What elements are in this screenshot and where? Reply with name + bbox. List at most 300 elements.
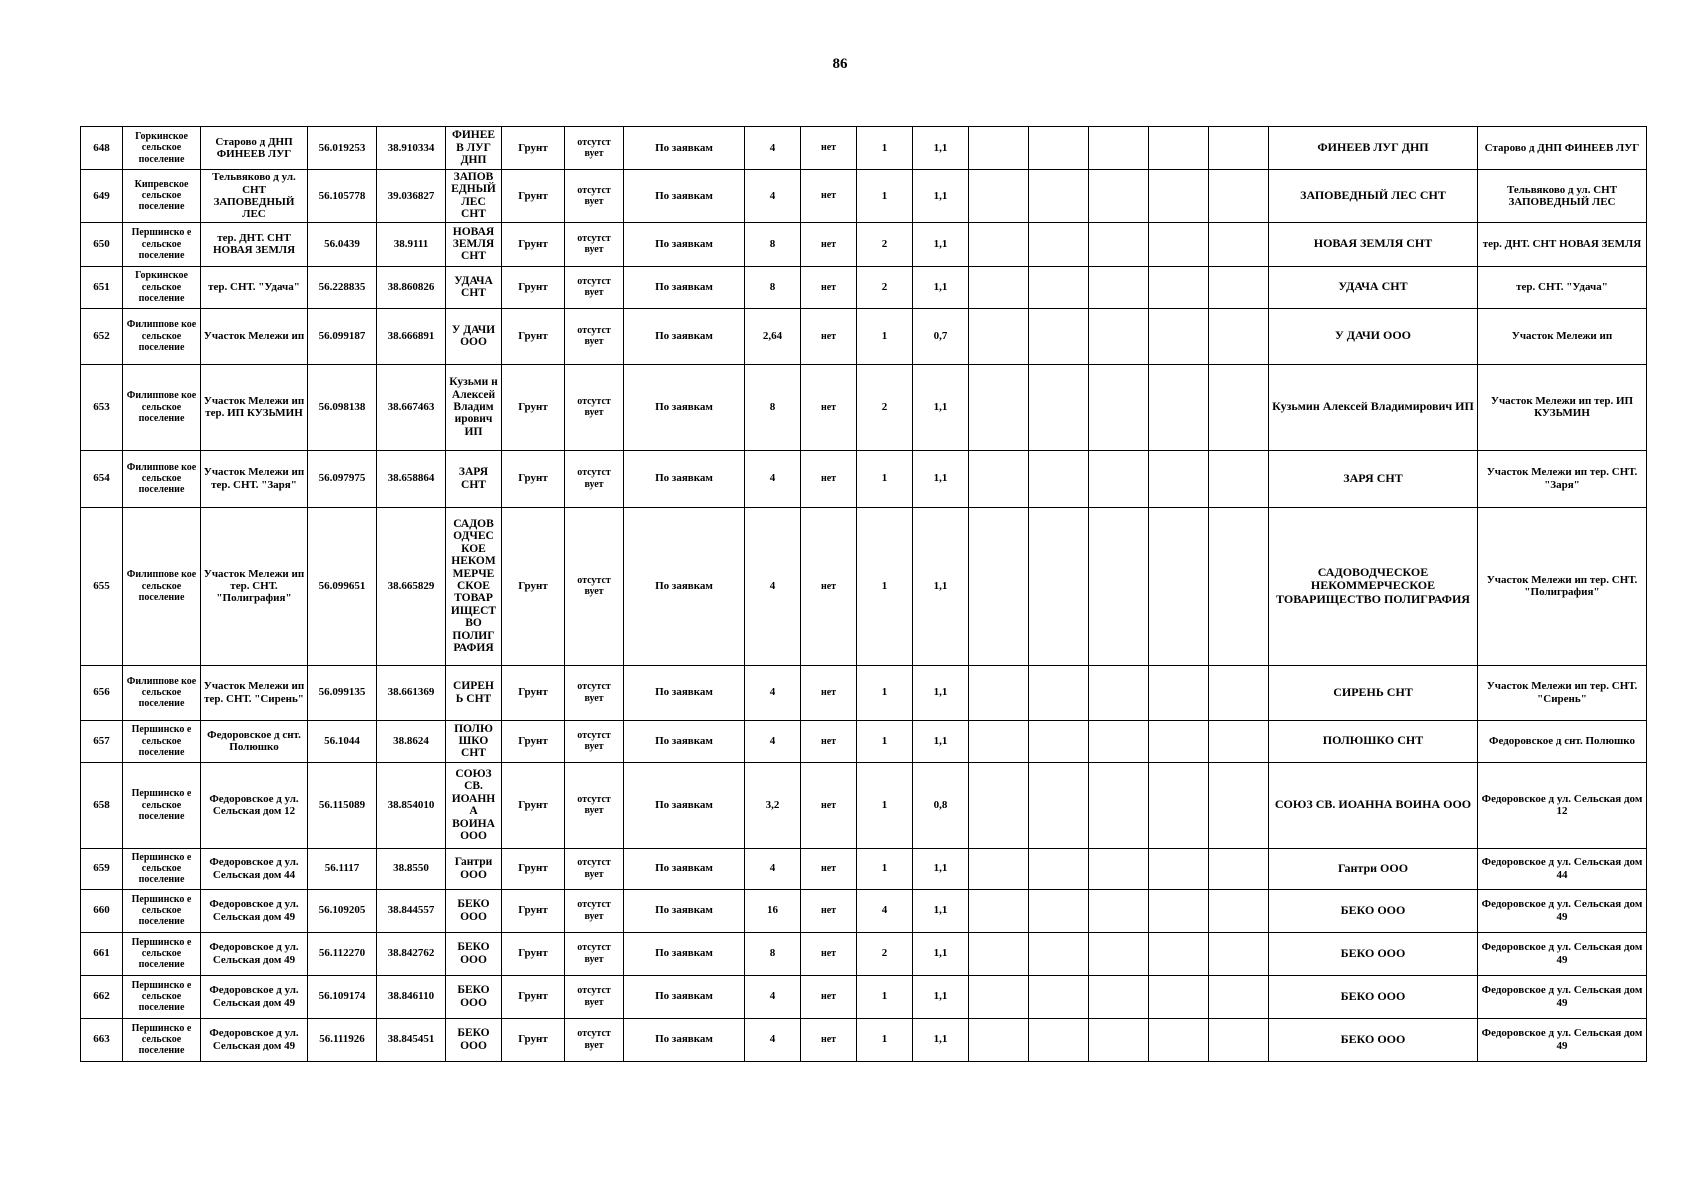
cell-count: 1 — [857, 848, 913, 889]
cell-location: Федоровское д ул. Сельская дом 44 — [1478, 848, 1647, 889]
cell-status: отсутст вует — [565, 222, 624, 266]
cell-address: Старово д ДНП ФИНЕЕВ ЛУГ — [201, 127, 308, 170]
cell-schedule: По заявкам — [624, 762, 745, 848]
cell-count: 2 — [857, 266, 913, 308]
cell-e2 — [1029, 889, 1089, 932]
cell-e3 — [1089, 762, 1149, 848]
cell-schedule: По заявкам — [624, 127, 745, 170]
cell-e1 — [969, 507, 1029, 665]
cell-e2 — [1029, 170, 1089, 223]
cell-location: Федоровское д ул. Сельская дом 12 — [1478, 762, 1647, 848]
cell-settlement: Першинско е сельское поселение — [123, 932, 201, 975]
cell-address: Участок Мележи ип тер. СНТ. "Сирень" — [201, 665, 308, 720]
table-row — [81, 507, 1647, 665]
cell-surface: Грунт — [502, 665, 565, 720]
cell-settlement: Филиппове кое сельское поселение — [123, 450, 201, 507]
cell-volume: 4 — [745, 1018, 801, 1061]
cell-e5 — [1209, 507, 1269, 665]
cell-settlement: Першинско е сельское поселение — [123, 720, 201, 762]
cell-total: 1,1 — [913, 170, 969, 223]
cell-e4 — [1149, 932, 1209, 975]
cell-schedule: По заявкам — [624, 364, 745, 450]
table-row — [81, 127, 1647, 170]
cell-lon: 38.845451 — [377, 1018, 446, 1061]
cell-e1 — [969, 308, 1029, 364]
cell-volume: 4 — [745, 450, 801, 507]
cell-count: 2 — [857, 364, 913, 450]
cell-count: 1 — [857, 665, 913, 720]
cell-e5 — [1209, 364, 1269, 450]
cell-schedule: По заявкам — [624, 266, 745, 308]
cell-settlement: Першинско е сельское поселение — [123, 762, 201, 848]
cell-owner_short: НОВАЯ ЗЕМЛЯ СНТ — [446, 222, 502, 266]
cell-owner_short: СИРЕН Ь СНТ — [446, 665, 502, 720]
cell-org: БЕКО ООО — [1269, 975, 1478, 1018]
cell-owner_short: Кузьми н Алексей Владим ирович ИП — [446, 364, 502, 450]
cell-address: тер. СНТ. "Удача" — [201, 266, 308, 308]
cell-schedule: По заявкам — [624, 450, 745, 507]
cell-owner_short: САДОВ ОДЧЕС КОЕ НЕКОМ МЕРЧЕ СКОЕ ТОВАР ИЩЕСТ ВО ПОЛИГ РАФИЯ — [446, 507, 502, 665]
cell-e2 — [1029, 364, 1089, 450]
table-row — [81, 308, 1647, 364]
cell-count: 2 — [857, 932, 913, 975]
cell-address: Участок Мележи ип тер. СНТ. "Полиграфия" — [201, 507, 308, 665]
cell-address: Федоровское д ул. Сельская дом 12 — [201, 762, 308, 848]
cell-lat: 56.228835 — [308, 266, 377, 308]
cell-e2 — [1029, 222, 1089, 266]
cell-e1 — [969, 848, 1029, 889]
cell-volume: 4 — [745, 665, 801, 720]
cell-lid: нет — [801, 889, 857, 932]
cell-total: 1,1 — [913, 222, 969, 266]
cell-e4 — [1149, 308, 1209, 364]
cell-volume: 2,64 — [745, 308, 801, 364]
cell-schedule: По заявкам — [624, 507, 745, 665]
cell-volume: 4 — [745, 848, 801, 889]
cell-lat: 56.109205 — [308, 889, 377, 932]
cell-location: тер. ДНТ. СНТ НОВАЯ ЗЕМЛЯ — [1478, 222, 1647, 266]
cell-address: Федоровское д снт. Полюшко — [201, 720, 308, 762]
cell-total: 1,1 — [913, 665, 969, 720]
cell-e4 — [1149, 848, 1209, 889]
cell-e2 — [1029, 308, 1089, 364]
table-row — [81, 848, 1647, 889]
cell-status: отсутст вует — [565, 762, 624, 848]
cell-e1 — [969, 889, 1029, 932]
cell-total: 1,1 — [913, 507, 969, 665]
cell-owner_short: ФИНЕЕ В ЛУГ ДНП — [446, 127, 502, 170]
cell-schedule: По заявкам — [624, 975, 745, 1018]
cell-e1 — [969, 665, 1029, 720]
cell-e3 — [1089, 266, 1149, 308]
cell-lid: нет — [801, 1018, 857, 1061]
cell-settlement: Першинско е сельское поселение — [123, 975, 201, 1018]
cell-org: Гантри ООО — [1269, 848, 1478, 889]
cell-owner_short: УДАЧА СНТ — [446, 266, 502, 308]
cell-status: отсутст вует — [565, 308, 624, 364]
cell-owner_short: БЕКО ООО — [446, 1018, 502, 1061]
cell-lid: нет — [801, 364, 857, 450]
cell-status: отсутст вует — [565, 932, 624, 975]
cell-status: отсутст вует — [565, 720, 624, 762]
cell-surface: Грунт — [502, 308, 565, 364]
cell-no: 659 — [81, 848, 123, 889]
cell-lon: 38.667463 — [377, 364, 446, 450]
cell-address: Федоровское д ул. Сельская дом 49 — [201, 889, 308, 932]
cell-e3 — [1089, 665, 1149, 720]
cell-lat: 56.099135 — [308, 665, 377, 720]
cell-surface: Грунт — [502, 127, 565, 170]
cell-lon: 38.661369 — [377, 665, 446, 720]
cell-lid: нет — [801, 507, 857, 665]
cell-e2 — [1029, 932, 1089, 975]
cell-schedule: По заявкам — [624, 848, 745, 889]
cell-total: 1,1 — [913, 720, 969, 762]
cell-e5 — [1209, 975, 1269, 1018]
cell-volume: 4 — [745, 720, 801, 762]
cell-no: 652 — [81, 308, 123, 364]
cell-address: Федоровское д ул. Сельская дом 49 — [201, 1018, 308, 1061]
table-row — [81, 932, 1647, 975]
cell-volume: 4 — [745, 170, 801, 223]
cell-e3 — [1089, 1018, 1149, 1061]
cell-e3 — [1089, 848, 1149, 889]
cell-e4 — [1149, 1018, 1209, 1061]
cell-lid: нет — [801, 170, 857, 223]
cell-address: Федоровское д ул. Сельская дом 49 — [201, 932, 308, 975]
cell-no: 657 — [81, 720, 123, 762]
cell-location: Федоровское д ул. Сельская дом 49 — [1478, 889, 1647, 932]
cell-total: 1,1 — [913, 450, 969, 507]
cell-e1 — [969, 932, 1029, 975]
cell-e5 — [1209, 222, 1269, 266]
cell-no: 653 — [81, 364, 123, 450]
cell-e2 — [1029, 665, 1089, 720]
cell-lid: нет — [801, 222, 857, 266]
cell-surface: Грунт — [502, 975, 565, 1018]
cell-e1 — [969, 720, 1029, 762]
cell-org: ЗАРЯ СНТ — [1269, 450, 1478, 507]
cell-no: 658 — [81, 762, 123, 848]
cell-lat: 56.019253 — [308, 127, 377, 170]
cell-lat: 56.112270 — [308, 932, 377, 975]
cell-total: 1,1 — [913, 975, 969, 1018]
cell-e1 — [969, 266, 1029, 308]
cell-e1 — [969, 364, 1029, 450]
cell-e1 — [969, 450, 1029, 507]
cell-location: тер. СНТ. "Удача" — [1478, 266, 1647, 308]
cell-status: отсутст вует — [565, 364, 624, 450]
cell-status: отсутст вует — [565, 507, 624, 665]
table-row — [81, 170, 1647, 223]
cell-e4 — [1149, 450, 1209, 507]
cell-total: 1,1 — [913, 889, 969, 932]
cell-lid: нет — [801, 308, 857, 364]
cell-schedule: По заявкам — [624, 720, 745, 762]
cell-e5 — [1209, 127, 1269, 170]
cell-settlement: Горкинское сельское поселение — [123, 127, 201, 170]
cell-e2 — [1029, 450, 1089, 507]
cell-volume: 8 — [745, 222, 801, 266]
cell-settlement: Филиппове кое сельское поселение — [123, 507, 201, 665]
cell-count: 4 — [857, 889, 913, 932]
cell-e3 — [1089, 127, 1149, 170]
registry-table — [80, 126, 1647, 1062]
table-row — [81, 762, 1647, 848]
cell-location: Федоровское д ул. Сельская дом 49 — [1478, 975, 1647, 1018]
cell-lat: 56.109174 — [308, 975, 377, 1018]
cell-e5 — [1209, 665, 1269, 720]
cell-surface: Грунт — [502, 507, 565, 665]
cell-e4 — [1149, 507, 1209, 665]
cell-settlement: Першинско е сельское поселение — [123, 848, 201, 889]
cell-status: отсутст вует — [565, 975, 624, 1018]
cell-lat: 56.1117 — [308, 848, 377, 889]
cell-settlement: Першинско е сельское поселение — [123, 889, 201, 932]
cell-no: 654 — [81, 450, 123, 507]
cell-total: 1,1 — [913, 364, 969, 450]
cell-status: отсутст вует — [565, 665, 624, 720]
cell-volume: 8 — [745, 932, 801, 975]
cell-lat: 56.115089 — [308, 762, 377, 848]
cell-total: 1,1 — [913, 848, 969, 889]
cell-surface: Грунт — [502, 1018, 565, 1061]
cell-surface: Грунт — [502, 848, 565, 889]
cell-status: отсутст вует — [565, 450, 624, 507]
cell-lat: 56.099187 — [308, 308, 377, 364]
cell-e5 — [1209, 762, 1269, 848]
cell-lon: 38.844557 — [377, 889, 446, 932]
cell-volume: 4 — [745, 507, 801, 665]
cell-e5 — [1209, 450, 1269, 507]
cell-e4 — [1149, 266, 1209, 308]
cell-surface: Грунт — [502, 170, 565, 223]
cell-e5 — [1209, 848, 1269, 889]
cell-lon: 38.9111 — [377, 222, 446, 266]
cell-lon: 38.910334 — [377, 127, 446, 170]
cell-address: Участок Мележи ип тер. ИП КУЗЬМИН — [201, 364, 308, 450]
cell-e1 — [969, 1018, 1029, 1061]
cell-org: УДАЧА СНТ — [1269, 266, 1478, 308]
cell-schedule: По заявкам — [624, 889, 745, 932]
cell-owner_short: Гантри ООО — [446, 848, 502, 889]
cell-owner_short: У ДАЧИ ООО — [446, 308, 502, 364]
cell-count: 1 — [857, 127, 913, 170]
cell-e3 — [1089, 507, 1149, 665]
cell-e2 — [1029, 975, 1089, 1018]
cell-lon: 38.8550 — [377, 848, 446, 889]
cell-e4 — [1149, 222, 1209, 266]
cell-location: Участок Мележи ип тер. ИП КУЗЬМИН — [1478, 364, 1647, 450]
cell-schedule: По заявкам — [624, 308, 745, 364]
cell-lid: нет — [801, 848, 857, 889]
cell-no: 662 — [81, 975, 123, 1018]
cell-volume: 4 — [745, 975, 801, 1018]
cell-surface: Грунт — [502, 889, 565, 932]
cell-no: 663 — [81, 1018, 123, 1061]
cell-org: ЗАПОВЕДНЫЙ ЛЕС СНТ — [1269, 170, 1478, 223]
cell-e4 — [1149, 665, 1209, 720]
cell-settlement: Кипревское сельское поселение — [123, 170, 201, 223]
cell-surface: Грунт — [502, 364, 565, 450]
cell-surface: Грунт — [502, 266, 565, 308]
cell-status: отсутст вует — [565, 1018, 624, 1061]
cell-status: отсутст вует — [565, 127, 624, 170]
cell-total: 1,1 — [913, 932, 969, 975]
cell-address: Участок Мележи ип — [201, 308, 308, 364]
cell-no: 655 — [81, 507, 123, 665]
cell-volume: 3,2 — [745, 762, 801, 848]
cell-owner_short: ЗАРЯ СНТ — [446, 450, 502, 507]
cell-status: отсутст вует — [565, 170, 624, 223]
cell-e5 — [1209, 266, 1269, 308]
cell-e5 — [1209, 932, 1269, 975]
cell-lat: 56.099651 — [308, 507, 377, 665]
cell-no: 651 — [81, 266, 123, 308]
cell-total: 0,8 — [913, 762, 969, 848]
cell-address: Участок Мележи ип тер. СНТ. "Заря" — [201, 450, 308, 507]
cell-address: Федоровское д ул. Сельская дом 49 — [201, 975, 308, 1018]
cell-e1 — [969, 170, 1029, 223]
cell-lat: 56.111926 — [308, 1018, 377, 1061]
cell-volume: 8 — [745, 364, 801, 450]
cell-lid: нет — [801, 720, 857, 762]
cell-org: СОЮЗ СВ. ИОАННА ВОИНА ООО — [1269, 762, 1478, 848]
cell-e3 — [1089, 170, 1149, 223]
cell-org: ФИНЕЕВ ЛУГ ДНП — [1269, 127, 1478, 170]
cell-lid: нет — [801, 975, 857, 1018]
cell-e4 — [1149, 127, 1209, 170]
cell-no: 661 — [81, 932, 123, 975]
cell-org: СИРЕНЬ СНТ — [1269, 665, 1478, 720]
cell-location: Старово д ДНП ФИНЕЕВ ЛУГ — [1478, 127, 1647, 170]
cell-e4 — [1149, 889, 1209, 932]
table-row — [81, 222, 1647, 266]
cell-lid: нет — [801, 266, 857, 308]
cell-address: тер. ДНТ. СНТ НОВАЯ ЗЕМЛЯ — [201, 222, 308, 266]
cell-org: БЕКО ООО — [1269, 889, 1478, 932]
cell-e3 — [1089, 932, 1149, 975]
cell-e3 — [1089, 889, 1149, 932]
cell-lon: 38.8624 — [377, 720, 446, 762]
cell-settlement: Филиппове кое сельское поселение — [123, 364, 201, 450]
cell-e2 — [1029, 848, 1089, 889]
cell-location: Участок Мележи ип тер. СНТ. "Заря" — [1478, 450, 1647, 507]
cell-volume: 4 — [745, 127, 801, 170]
cell-e4 — [1149, 720, 1209, 762]
cell-count: 1 — [857, 308, 913, 364]
cell-total: 1,1 — [913, 127, 969, 170]
cell-surface: Грунт — [502, 222, 565, 266]
cell-lid: нет — [801, 450, 857, 507]
cell-org: ПОЛЮШКО СНТ — [1269, 720, 1478, 762]
cell-lat: 56.0439 — [308, 222, 377, 266]
table-row — [81, 364, 1647, 450]
cell-lon: 38.860826 — [377, 266, 446, 308]
cell-e2 — [1029, 127, 1089, 170]
cell-status: отсутст вует — [565, 266, 624, 308]
cell-no: 649 — [81, 170, 123, 223]
cell-settlement: Филиппове кое сельское поселение — [123, 308, 201, 364]
cell-location: Участок Мележи ип тер. СНТ. "Полиграфия" — [1478, 507, 1647, 665]
cell-volume: 8 — [745, 266, 801, 308]
cell-total: 1,1 — [913, 1018, 969, 1061]
cell-e2 — [1029, 266, 1089, 308]
cell-owner_short: БЕКО ООО — [446, 975, 502, 1018]
cell-total: 1,1 — [913, 266, 969, 308]
cell-e5 — [1209, 1018, 1269, 1061]
cell-org: БЕКО ООО — [1269, 1018, 1478, 1061]
cell-count: 1 — [857, 720, 913, 762]
cell-e2 — [1029, 762, 1089, 848]
cell-lon: 39.036827 — [377, 170, 446, 223]
cell-e3 — [1089, 720, 1149, 762]
cell-settlement: Першинско е сельское поселение — [123, 222, 201, 266]
cell-location: Тельвяково д ул. СНТ ЗАПОВЕДНЫЙ ЛЕС — [1478, 170, 1647, 223]
cell-schedule: По заявкам — [624, 932, 745, 975]
cell-surface: Грунт — [502, 450, 565, 507]
cell-org: БЕКО ООО — [1269, 932, 1478, 975]
cell-org: Кузьмин Алексей Владимирович ИП — [1269, 364, 1478, 450]
cell-org: НОВАЯ ЗЕМЛЯ СНТ — [1269, 222, 1478, 266]
cell-lon: 38.658864 — [377, 450, 446, 507]
cell-lon: 38.846110 — [377, 975, 446, 1018]
cell-lon: 38.854010 — [377, 762, 446, 848]
cell-e3 — [1089, 364, 1149, 450]
cell-e1 — [969, 975, 1029, 1018]
cell-count: 1 — [857, 762, 913, 848]
cell-owner_short: БЕКО ООО — [446, 889, 502, 932]
cell-no: 648 — [81, 127, 123, 170]
cell-status: отсутст вует — [565, 848, 624, 889]
cell-volume: 16 — [745, 889, 801, 932]
table-row — [81, 665, 1647, 720]
cell-count: 1 — [857, 170, 913, 223]
cell-no: 650 — [81, 222, 123, 266]
cell-owner_short: СОЮЗ СВ. ИОАНН А ВОИНА ООО — [446, 762, 502, 848]
cell-location: Участок Мележи ип — [1478, 308, 1647, 364]
table-row — [81, 266, 1647, 308]
cell-lid: нет — [801, 762, 857, 848]
cell-location: Федоровское д снт. Полюшко — [1478, 720, 1647, 762]
cell-settlement: Першинско е сельское поселение — [123, 1018, 201, 1061]
table-row — [81, 450, 1647, 507]
cell-org: У ДАЧИ ООО — [1269, 308, 1478, 364]
cell-e5 — [1209, 170, 1269, 223]
page-number: 86 — [832, 56, 848, 72]
cell-e4 — [1149, 364, 1209, 450]
cell-schedule: По заявкам — [624, 1018, 745, 1061]
cell-count: 1 — [857, 450, 913, 507]
cell-owner_short: ЗАПОВ ЕДНЫЙ ЛЕС СНТ — [446, 170, 502, 223]
cell-count: 1 — [857, 1018, 913, 1061]
cell-e5 — [1209, 720, 1269, 762]
cell-count: 1 — [857, 507, 913, 665]
cell-lon: 38.666891 — [377, 308, 446, 364]
cell-settlement: Горкинское сельское поселение — [123, 266, 201, 308]
table-row — [81, 975, 1647, 1018]
cell-location: Федоровское д ул. Сельская дом 49 — [1478, 1018, 1647, 1061]
table-row — [81, 889, 1647, 932]
cell-e4 — [1149, 762, 1209, 848]
cell-schedule: По заявкам — [624, 222, 745, 266]
cell-address: Федоровское д ул. Сельская дом 44 — [201, 848, 308, 889]
cell-count: 1 — [857, 975, 913, 1018]
cell-settlement: Филиппове кое сельское поселение — [123, 665, 201, 720]
cell-e1 — [969, 127, 1029, 170]
cell-owner_short: БЕКО ООО — [446, 932, 502, 975]
cell-schedule: По заявкам — [624, 665, 745, 720]
